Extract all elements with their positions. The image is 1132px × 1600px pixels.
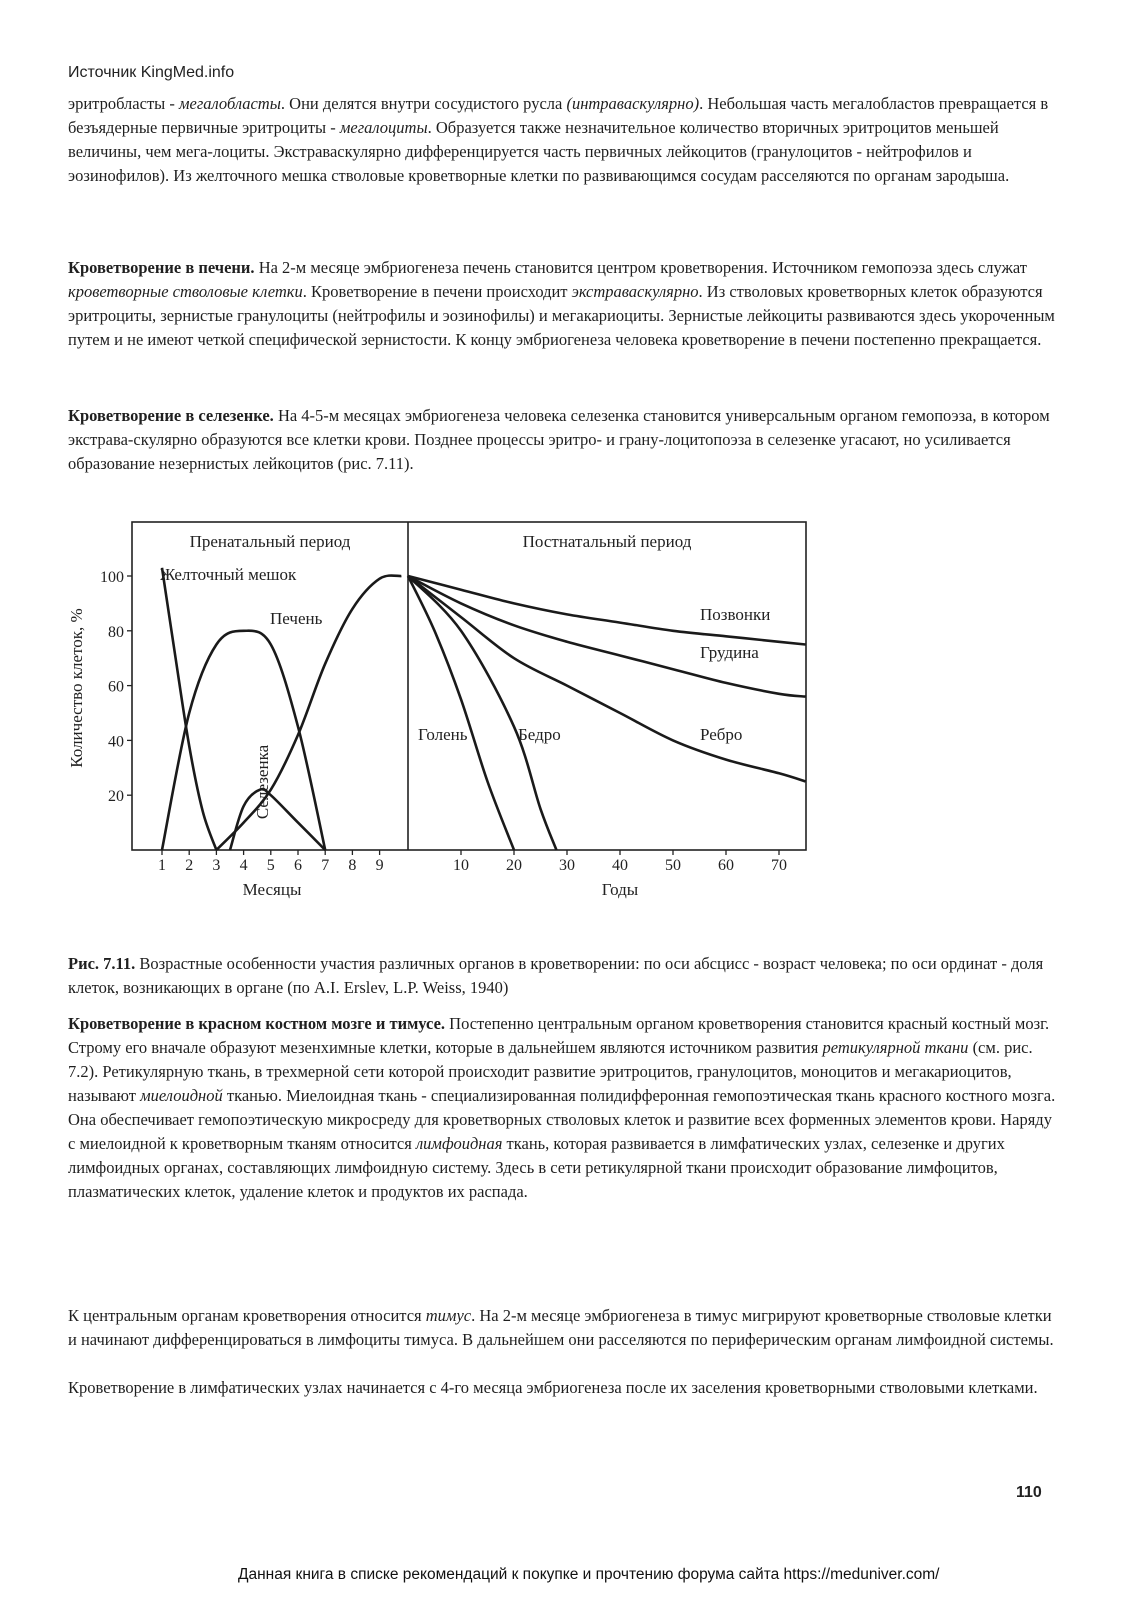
text-run: Кроветворение в лимфатических узлах начинается с 4-го месяца эмбриогенеза после их заселения кроветворными стволовыми клетками. [68, 1378, 1038, 1397]
x-tick-label-month: 7 [321, 857, 330, 874]
curve-Грудина [408, 576, 806, 697]
text-run: (см. рис. 7.2). Ретикулярную ткань, в трехмерной сети которой происходит развитие эритроцитов, гранулоцитов, моноцитов и мегакариоцитов, называют [68, 1038, 1033, 1105]
italic-run: тимус [425, 1306, 472, 1325]
italic-run: мегалобласты [178, 94, 281, 113]
x-tick-label-month: 8 [348, 857, 357, 874]
y-axis-label: Количество клеток, % [67, 608, 86, 768]
x-tick-label-year: 40 [612, 857, 628, 874]
series-label: Позвонки [700, 605, 771, 624]
paragraph-liver-hematopoiesis [68, 256, 1058, 352]
paragraph-thymus [68, 1304, 1058, 1352]
x-tick-label-month: 4 [239, 857, 248, 874]
series-label: Желточный мешок [160, 565, 297, 584]
series-label: Грудина [700, 643, 759, 662]
source-header: Источник KingMed.info [68, 64, 235, 81]
italic-run: кроветворные стволовые клетки [68, 282, 303, 301]
text-run: Возрастные особенности участия различных органов в кроветворении: по оси абсцисс - возраст человека; по оси ординат - доля клеток, возникающих в органе (по A.I. Erslev, L.P. Weiss, 1940) [68, 954, 1044, 997]
x-tick-label-year: 70 [771, 857, 787, 874]
text-run: . Образуется также незначительное количество вторичных эритроцитов меньшей величины, чем мега-лоциты. Экстраваскулярно дифференцируется часть первичных лейкоцитов (гранулоцитов - нейтрофилов и эозинофилов). Из желточного мешка стволовые кроветворные клетки по развивающимся сосудам расселяются по органам зародыша. [68, 118, 1010, 185]
figure-caption [68, 952, 1058, 1000]
italic-run: миелоидной [140, 1086, 223, 1105]
bold-run: Кроветворение в красном костном мозге и тимусе. [68, 1014, 446, 1033]
x-tick-label-month: 9 [375, 857, 384, 874]
italic-run: (интраваскулярно) [566, 94, 700, 113]
paragraph-bone-marrow-thymus [68, 1012, 1058, 1204]
x-axis-label-months: Месяцы [242, 880, 302, 899]
x-tick-label-year: 60 [718, 857, 734, 874]
text-run: На 2-м месяце эмбриогенеза печень становится центром кроветворения. Источником гемопоэза здесь служат [254, 258, 1027, 277]
text-run: . Они делятся внутри сосудистого русла [280, 94, 567, 113]
paragraph-megaloblasts [68, 92, 1058, 188]
text-run: . Из стволовых кроветворных клеток образуются эритроциты, зернистые гранулоциты (нейтрофилы и эозинофилы) и мегакариоциты. Зернистые лейкоциты развиваются здесь укороченным путем и не имеют четкой специфической зернистости. К концу эмбриогенеза человека кроветворение в печени постепенно прекращается. [68, 282, 1055, 349]
x-tick-label-year: 20 [506, 857, 522, 874]
text-run: К центральным органам кроветворения относится [68, 1306, 426, 1325]
italic-run: ретикулярной ткани [822, 1038, 969, 1057]
text-run: . На 2-м месяце эмбриогенеза в тимус мигрируют кроветворные стволовые клетки и начинают дифференцироваться в лимфоциты тимуса. В дальнейшем они расселяются по периферическим органам лимфоидной системы. [68, 1306, 1054, 1349]
text-run: тканью. Миелоидная ткань - специализированная полидифферонная гемопоэтическая ткань красного костного мозга. Она обеспечивает гемопоэтическую микросреду для кроветворных стволовых клеток и развитие всех форменных элементов крови. Наряду с миелоидной к кроветворным тканям относится [68, 1086, 1056, 1153]
bold-run: Кроветворение в селезенке. [68, 406, 274, 425]
text-run: . Небольшая часть мегалобластов превращается в безъядерные первичные эритроциты - [68, 94, 1049, 137]
x-tick-label-month: 6 [294, 857, 302, 874]
y-tick-label: 20 [108, 788, 124, 806]
footer-note: Данная книга в списке рекомендаций к покупке и прочтению форума сайта https://meduniver.com/ [238, 1566, 940, 1583]
hematopoiesis-age-chart [60, 510, 820, 910]
x-tick-label-month: 3 [212, 857, 221, 874]
x-tick-label-year: 50 [665, 857, 681, 874]
page-number: 110 [1016, 1484, 1042, 1501]
text-run: На 4-5-м месяцах эмбриогенеза человека селезенка становится универсальным органом гемопоэза, в котором экстрава-скулярно образуются все клетки крови. Позднее процессы эритро- и грану-лоцитопоэза в селезенке угасают, но усиливается образование незернистых лейкоцитов (рис. 7.11). [68, 406, 1050, 473]
series-label: Печень [270, 609, 323, 628]
x-tick-label-year: 10 [453, 857, 469, 874]
italic-run: лимфоидная [415, 1134, 503, 1153]
y-tick-label: 40 [108, 733, 124, 751]
prenatal-period-title: Пренатальный период [189, 532, 351, 551]
series-label: Голень [418, 725, 468, 744]
series-label: Селезенка [253, 744, 272, 820]
y-tick-label: 60 [108, 678, 124, 696]
y-tick-label: 80 [108, 623, 124, 641]
postnatal-period-title: Постнатальный период [522, 532, 692, 551]
curve-Бедро [408, 576, 556, 850]
x-tick-label-month: 2 [185, 857, 194, 874]
series-label: Ребро [700, 725, 743, 744]
bold-run: Кроветворение в печени. [68, 258, 255, 277]
curve-Печень [162, 631, 325, 850]
text-run: эритробласты - [68, 94, 179, 113]
text-run: . Кроветворение в печени происходит [302, 282, 572, 301]
text-run: ткань, которая развивается в лимфатических узлах, селезенке и других лимфоидных органах, составляющих лимфоидную систему. Здесь в сети ретикулярной ткани происходит образование лимфоцитов, плазматических клеток, удаление клеток и продуктов их распада. [68, 1134, 1005, 1201]
series-label: Бедро [518, 725, 561, 744]
x-tick-label-month: 1 [158, 857, 166, 874]
x-tick-label-month: 5 [266, 857, 275, 874]
italic-run: экстраваскулярно [571, 282, 699, 301]
italic-run: мегалоциты [339, 118, 428, 137]
bold-run: Рис. 7.11. [68, 954, 136, 973]
text-run: Постепенно центральным органом кроветворения становится красный костный мозг. Строму его вначале образуют мезенхимные клетки, которые в дальнейшем являются источником развития [68, 1014, 1050, 1057]
x-axis-label-years: Годы [601, 880, 639, 899]
paragraph-spleen-hematopoiesis [68, 404, 1058, 476]
x-tick-label-year: 30 [559, 857, 575, 874]
curve-Селезенка [230, 789, 325, 850]
y-tick-label: 100 [100, 569, 124, 586]
paragraph-lymph-nodes [68, 1376, 1058, 1400]
